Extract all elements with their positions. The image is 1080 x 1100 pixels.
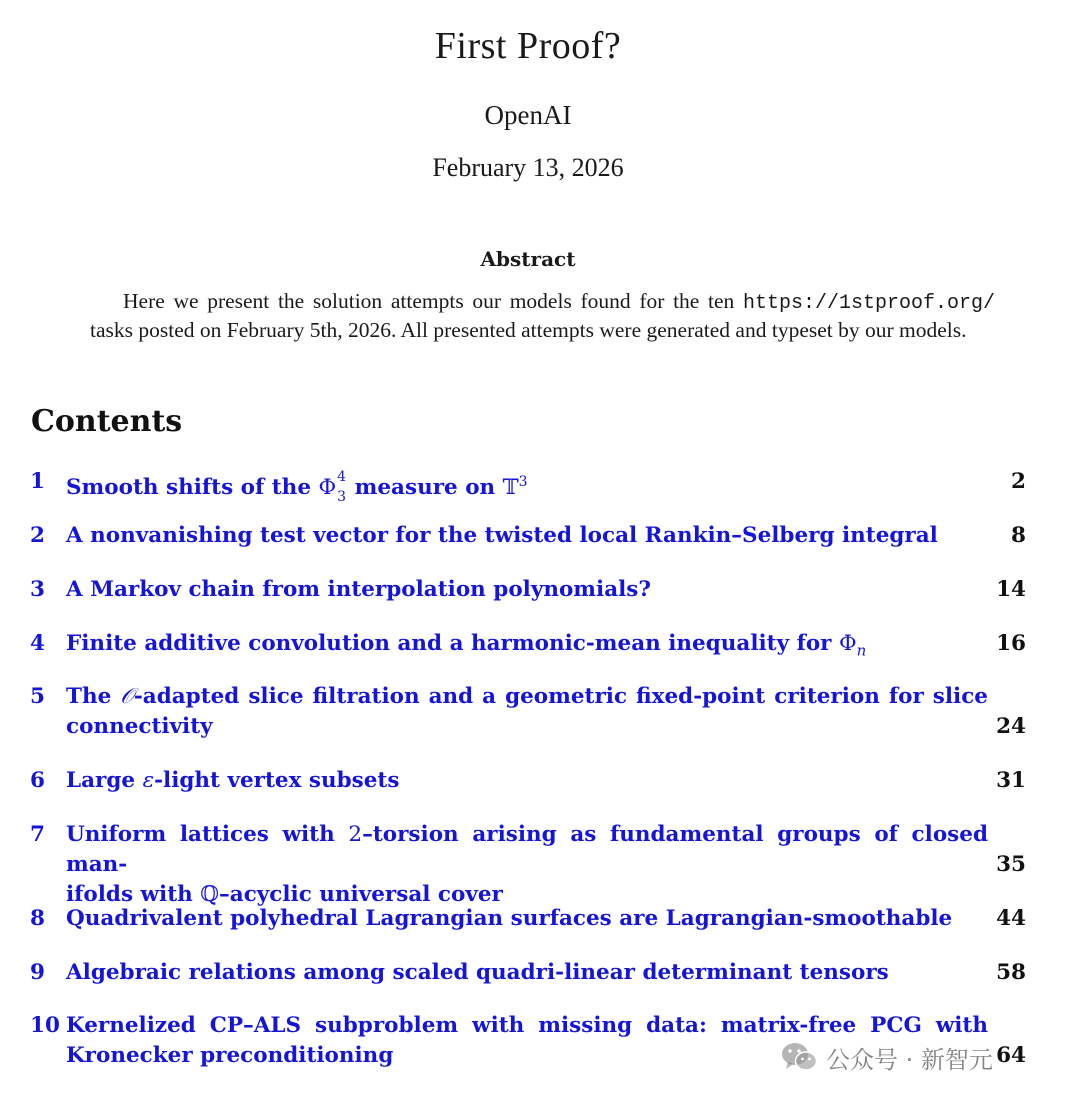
toc-entry-5[interactable] (30, 682, 1026, 742)
abstract-heading: Abstract (480, 247, 576, 271)
toc-entry-page: 44 (996, 906, 1026, 931)
toc-entry-number: 5 (30, 684, 45, 709)
toc-entry-title: A Markov chain from interpolation polynomials? (66, 577, 652, 602)
toc-entry-page: 35 (996, 852, 1026, 877)
watermark-text: 公众号 · 新智元 (826, 1045, 993, 1074)
toc-entry-page: 64 (996, 1043, 1026, 1068)
abstract-text-before-url: Here we present the solution attempts our models found for the ten (123, 289, 743, 313)
toc-entry-title: Uniform lattices with 2–torsion arising as fundamental groups of closed man- ifolds with ℚ–acyclic universal cover (66, 822, 988, 907)
toc-entry-title: The 𝒪-adapted slice filtration and a geometric fixed-point criterion for slice connectivity (66, 684, 988, 739)
toc-entry-title: Large ε-light vertex subsets (66, 768, 400, 793)
date: February 13, 2026 (432, 153, 624, 182)
toc-entry-page: 16 (996, 631, 1026, 656)
toc-entry-title: Finite additive convolution and a harmonic-mean inequality for $\Phi_n$ (66, 631, 867, 660)
toc-entry-title: Kernelized CP–ALS subproblem with missing data: matrix-free PCG with Kronecker preconditioning (66, 1013, 988, 1068)
toc-entry-number: 8 (30, 906, 45, 931)
wechat-icon (780, 1040, 818, 1074)
toc-entry-page: 24 (996, 714, 1026, 739)
toc-entry-title: Algebraic relations among scaled quadri-linear determinant tensors (66, 960, 889, 985)
toc-entry-7[interactable] (30, 820, 1026, 907)
toc-entry-number: 9 (30, 960, 45, 985)
toc-entry-title: A nonvanishing test vector for the twisted local Rankin–Selberg integral (66, 523, 938, 548)
toc-entry-page: 2 (1011, 469, 1026, 494)
abstract-url[interactable]: https://1stproof.org/ (742, 292, 995, 315)
abstract-body (90, 288, 995, 343)
toc-entry-page: 58 (996, 960, 1026, 985)
abstract-text-after-url: tasks posted on February 5th, 2026. All presented attempts were generated and typeset by our models. (90, 318, 967, 342)
toc-entry-number: 10 (30, 1013, 60, 1038)
toc-entry-number: 3 (30, 577, 45, 602)
paper-title: First Proof? (434, 25, 622, 67)
toc-entry-number: 6 (30, 768, 45, 793)
author: OpenAI (484, 100, 572, 130)
watermark (780, 1037, 993, 1077)
toc-entry-number: 1 (30, 469, 45, 494)
toc-entry-number: 2 (30, 523, 45, 548)
toc-entry-number: 4 (30, 631, 45, 656)
toc-entry-page: 8 (1011, 523, 1026, 548)
toc-entry-title: Quadrivalent polyhedral Lagrangian surfaces are Lagrangian-smoothable (66, 906, 953, 931)
toc-entry-title: Smooth shifts of the Φ 4 3 measure on 𝕋$^3$ (66, 469, 528, 506)
toc-entry-page: 31 (996, 768, 1026, 793)
toc-entry-page: 14 (996, 577, 1026, 602)
toc-entry-number: 7 (30, 822, 45, 847)
contents-heading: Contents (31, 404, 183, 439)
